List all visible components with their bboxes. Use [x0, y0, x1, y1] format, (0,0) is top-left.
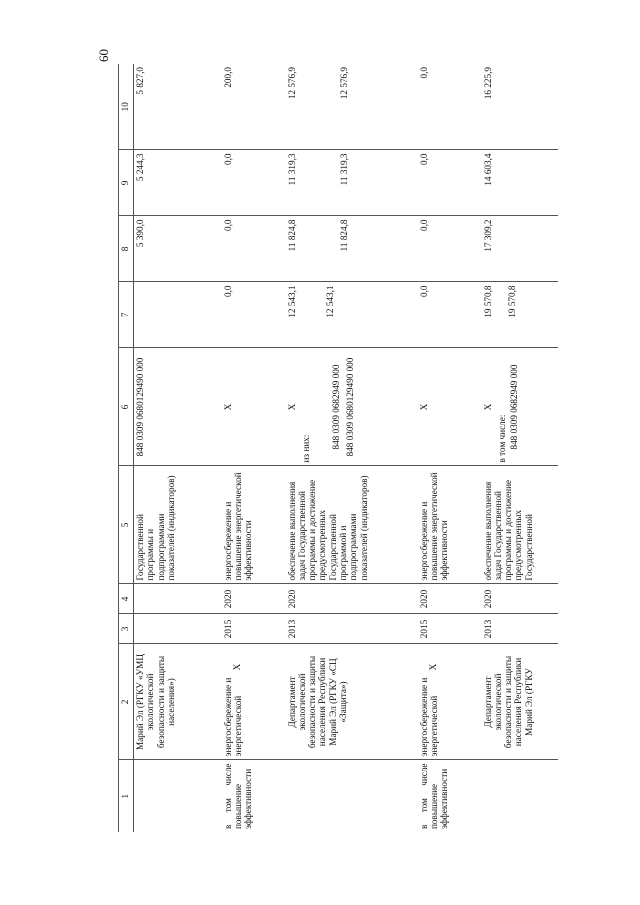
value-cell: 0,0 — [222, 150, 286, 216]
budget-code-cell — [482, 348, 558, 466]
executor-x: Х — [428, 663, 439, 671]
year-start: 2015 — [222, 614, 286, 644]
code-x: Х — [286, 403, 297, 411]
col-header: 2 — [119, 644, 134, 760]
code-x: Х — [482, 403, 493, 411]
table-row — [418, 64, 482, 832]
value-cell: 0,0 — [418, 282, 482, 348]
executor-x: Х — [232, 663, 243, 671]
value-cell — [286, 150, 418, 216]
year-start: 2013 — [286, 614, 418, 644]
cell — [286, 760, 418, 832]
value-cell: 17 309,2 — [482, 216, 558, 282]
col-header: 6 — [119, 348, 134, 466]
year-end: 2020 — [482, 584, 558, 614]
subitem-label: в том числе повышение эффективности — [418, 763, 450, 829]
value: 12 543,1 — [286, 285, 297, 318]
value: 19 570,8 — [506, 285, 517, 318]
value: 19 570,8 — [482, 285, 493, 318]
budget-table — [118, 64, 558, 832]
value-cell: 0,0 — [418, 216, 482, 282]
year-start: 2013 — [482, 614, 558, 644]
budget-code-cell: Х — [222, 348, 286, 466]
goal-cell: энергосбережение и повышение энергетической эффективности — [222, 466, 286, 584]
value-cell: 5 827,0 — [134, 64, 222, 150]
year-end: 2020 — [286, 584, 418, 614]
value-cell: 0,0 — [222, 216, 286, 282]
value: 12 543,1 — [324, 285, 335, 318]
col-header: 9 — [119, 150, 134, 216]
budget-code-cell: 848 0309 0680129490 000 — [134, 348, 222, 466]
value-cell: 16 225,9 — [482, 64, 558, 150]
budget-code: 848 0309 0682949 000 — [331, 364, 342, 450]
subitem-label: в том числе повышение эффективности — [222, 763, 254, 829]
value-cell: 14 603,4 — [482, 150, 558, 216]
table-row — [222, 64, 286, 832]
col-header: 8 — [119, 216, 134, 282]
cell — [134, 614, 222, 644]
value: 11 824,8 — [338, 219, 349, 252]
table-row — [482, 64, 558, 832]
executor-cell: Департамент экологической безопасности и защиты населения Республики Марий Эл (РГКУ «СЦ «Защита») — [286, 644, 418, 760]
value-cell — [286, 216, 418, 282]
value-cell — [286, 282, 418, 348]
goal-cell: обеспечение выполнения задач Государственной программы и достижение предусмотренных Государственной программой и подпрограммами показателей (индикаторов) — [286, 466, 418, 584]
value-cell — [134, 282, 222, 348]
col-header: 5 — [119, 466, 134, 584]
table-row — [134, 64, 222, 832]
value-cell: 5 244,3 — [134, 150, 222, 216]
year-end: 2020 — [418, 584, 482, 614]
value-cell — [286, 64, 418, 150]
value-cell: 5 390,0 — [134, 216, 222, 282]
table-row — [286, 64, 418, 832]
code-subheader: из них: — [300, 434, 311, 463]
cell — [134, 760, 222, 832]
budget-code: 848 0309 0682949 000 — [509, 364, 520, 450]
budget-code-cell — [286, 348, 418, 466]
col-header: 1 — [119, 760, 134, 832]
value: 12 576,9 — [286, 67, 297, 100]
page-number: 60 — [96, 49, 111, 62]
budget-code: 848 0309 0680129490 000 — [345, 357, 356, 457]
year-end: 2020 — [222, 584, 286, 614]
header-row — [119, 64, 134, 832]
col-header: 3 — [119, 614, 134, 644]
col-header: 4 — [119, 584, 134, 614]
value-cell: 0,0 — [418, 64, 482, 150]
value-cell: 0,0 — [222, 282, 286, 348]
value: 11 319,3 — [286, 153, 297, 186]
value-cell: 0,0 — [418, 150, 482, 216]
rotated-table-page — [118, 64, 538, 832]
year-start: 2015 — [418, 614, 482, 644]
col-header: 7 — [119, 282, 134, 348]
value: 11 319,3 — [338, 153, 349, 186]
subitem-label-cont: энергосбережение и энергетической — [222, 677, 243, 757]
code-subheader: в том числе: — [496, 414, 507, 463]
cell — [134, 584, 222, 614]
executor-cell: Департамент экологической безопасности и защиты населения Республики Марий Эл (РГКУ — [482, 644, 558, 760]
value: 11 824,8 — [286, 219, 297, 252]
goal-cell: энергосбережение и повышение энергетической эффективности — [418, 466, 482, 584]
cell — [482, 760, 558, 832]
goal-cell: Государственной программы и подпрограммами показателей (индикаторов) — [134, 466, 222, 584]
col-header: 10 — [119, 64, 134, 150]
value-cell — [482, 282, 558, 348]
value: 12 576,9 — [338, 67, 349, 100]
subitem-label-cont: энергосбережение и энергетической — [418, 677, 439, 757]
executor-cell — [418, 644, 482, 760]
goal-cell: обеспечение выполнения задач Государственной программы и достижение предусмотренных Государственной — [482, 466, 558, 584]
value-cell: 200,0 — [222, 64, 286, 150]
budget-code-cell: Х — [418, 348, 482, 466]
executor-cell: Марий Эл (РГКУ «УМЦ экологической безопасности и защиты населения») — [134, 644, 222, 760]
executor-cell — [222, 644, 286, 760]
